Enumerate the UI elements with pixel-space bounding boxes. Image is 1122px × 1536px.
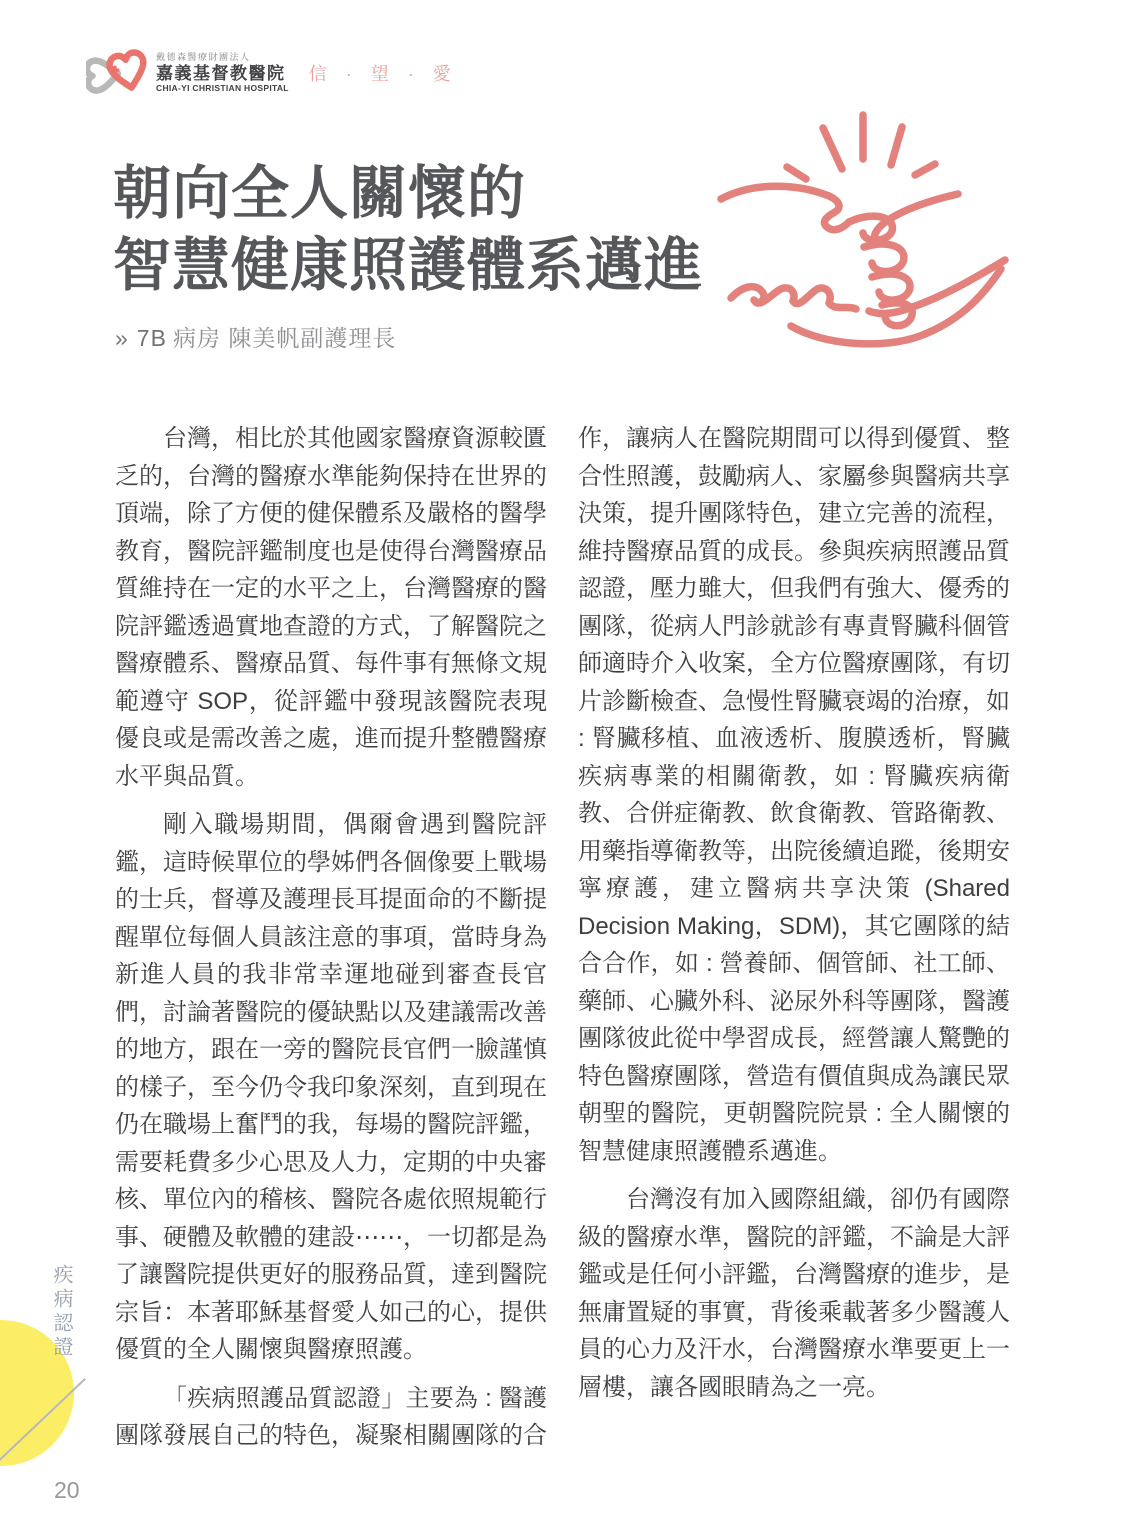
handshake-illustration <box>703 108 1015 396</box>
paragraph: 台灣，相比於其他國家醫療資源較匱乏的，台灣的醫療水準能夠保持在世界的頂端，除了方便的健保體系及嚴格的醫學教育，醫院評鑑制度也是使得台灣醫療品質維持在一定的水平之上，台灣醫療的醫院評鑑透過實地查證的方式，了解醫院之醫療體系、醫療品質、每件事有無條文規範遵守 SOP，從評鑑中發現該醫院表現優良或是需改善之處，進而提升整體醫療水平與品質。 <box>115 425 547 790</box>
logo-hospital-name-en: CHIA-YI CHRISTIAN HOSPITAL <box>156 83 289 94</box>
hospital-logo <box>86 44 458 102</box>
article-byline <box>115 320 396 353</box>
section-vertical-label: 疾病認證 <box>50 1264 72 1360</box>
logo-foundation-name: 戴德森醫療財團法人 <box>156 52 251 63</box>
article-title-line1: 朝向全人關懷的 <box>113 161 527 226</box>
paragraph: 作，讓病人在醫院期間可以得到優質、整合性照護，鼓勵病人、家屬參與醫病共享決策，提升團隊特色，建立完善的流程，維持醫療品質的成長。參與疾病照護品質認證，壓力雖大，但我們有強大、優秀的團隊，從病人門診就診有專責腎臟科個管師適時介入收案，全方位醫療團隊，有切片診斷檢查、急慢性腎臟衰竭的治療，如 : 腎臟移植、血液透析、腹膜透析，腎臟疾病專業的相關衛教，如 : 腎臟疾病衛教、合併症衛教、飲食衛教、管路衛教、用藥指導衛教等，出院後續追蹤，後期安寧療護，建立醫病共享決策 (Shared Decision Making，SDM)，其它團隊的結合合作，如 : 營養師、個管師、社工師、藥師、心臟外科、泌尿外科等團隊，醫護團隊彼此從中學習成長，經營讓人驚艷的特色醫療團隊，營造有價值與成為讓民眾朝聖的醫院，更朝醫院院景 : 全人關懷的智慧健康照護體系邁進。 <box>578 425 1010 1165</box>
hospital-logo-text <box>156 52 289 94</box>
article-column-right <box>578 420 1010 1406</box>
hospital-logo-hearts-icon <box>86 44 150 102</box>
paragraph: 台灣沒有加入國際組織，卻仍有國際級的醫療水準，醫院的評鑑，不論是大評鑑或是任何小評鑑，台灣醫療的進步，是無庸置疑的事實，背後乘載著多少醫護人員的心力及汗水，台灣醫療水準要更上一層樓，讓各國眼睛為之一亮。 <box>578 1186 1010 1401</box>
byline-unit: 7B <box>136 325 167 351</box>
article-title <box>113 158 753 302</box>
logo-hospital-name-zh: 嘉義基督教醫院 <box>156 63 286 83</box>
article-column-left <box>115 420 547 1455</box>
paragraph: 「疾病照護品質認證」主要為 : 醫護團隊發展自己的特色，凝聚相關團隊的合 <box>115 1384 547 1449</box>
byline-author: 病房 陳美帆副護理長 <box>172 325 397 351</box>
byline-marker-icon: » <box>115 325 129 351</box>
page-number: 20 <box>54 1477 80 1503</box>
paragraph: 剛入職場期間，偶爾會遇到醫院評鑑，這時候單位的學姊們各個像要上戰場的士兵，督導及護理長耳提面命的不斷提醒單位每個人員該注意的事項，當時身為新進人員的我非常幸運地碰到審查長官們，討論著醫院的優缺點以及建議需改善的地方，跟在一旁的醫院長官們一臉謹慎的樣子，至今仍令我印象深刻，直到現在仍在職場上奮鬥的我，每場的醫院評鑑，需要耗費多少心思及人力，定期的中央審核、單位內的稽核、醫院各處依照規範行事、硬體及軟體的建設⋯⋯，一切都是為了讓醫院提供更好的服務品質，達到醫院宗旨：本著耶穌基督愛人如己的心，提供優質的全人關懷與醫療照護。 <box>115 811 547 1363</box>
handshake-icon <box>703 108 1015 396</box>
article-title-line2: 智慧健康照護體系邁進 <box>113 233 704 298</box>
logo-motto: 信 · 望 · 愛 <box>308 64 458 84</box>
